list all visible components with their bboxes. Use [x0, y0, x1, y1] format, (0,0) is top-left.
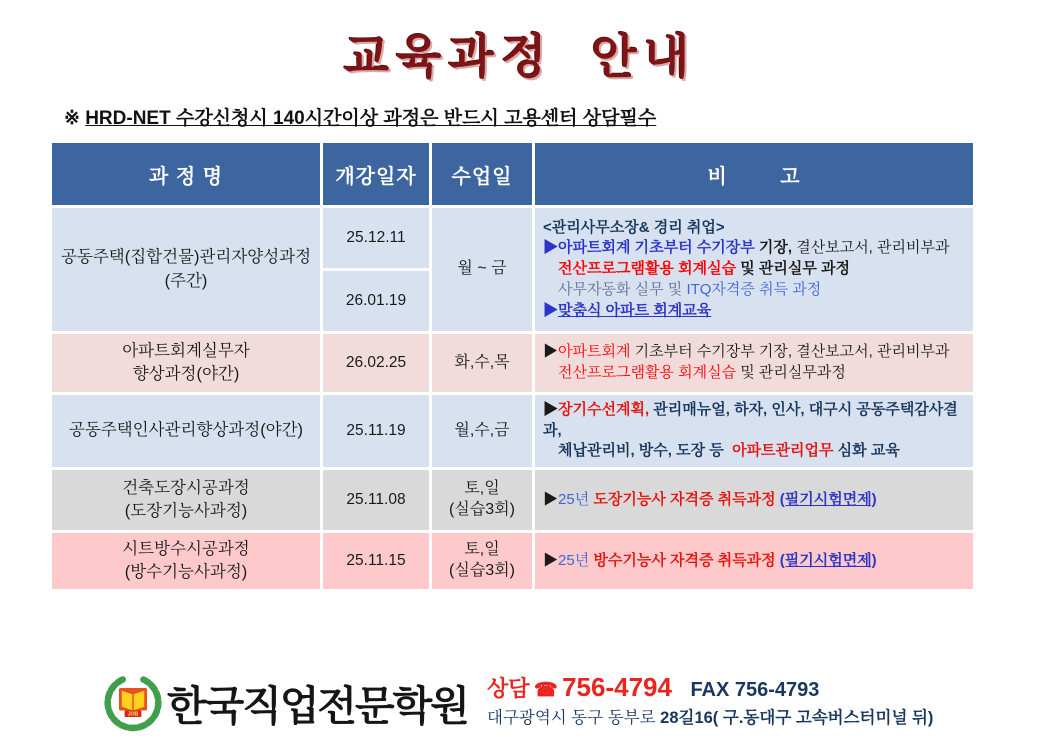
start-date-cell: 25.11.08	[323, 470, 429, 530]
remark-segment: 전산프로그램활용 회계실습	[558, 260, 737, 278]
remark-segment: ▶	[543, 401, 559, 418]
remark-segment: 25년	[558, 490, 594, 508]
remark-segment: 도장기능사 자격증 취득과정	[593, 490, 780, 508]
remark-segment: ITQ자격증 취득 과정	[686, 280, 822, 298]
header-class-days: 수업일	[432, 143, 532, 205]
header-course-name: 과 정 명	[52, 143, 320, 205]
remark-line	[543, 363, 965, 384]
remark-segment: 심화 교육	[833, 442, 900, 460]
remark-segment: 및 관리실무 과정	[736, 260, 850, 278]
table-row	[52, 208, 973, 268]
remark-segment: <관리사무소장& 경리 취업>	[543, 218, 725, 236]
notice-mark: ※	[64, 108, 80, 129]
remark-segment: ▶	[543, 343, 559, 361]
address-post: 구.동대구 고속버스터미널 뒤)	[718, 709, 934, 728]
class-days-cell	[432, 208, 532, 331]
class-days-cell	[432, 334, 532, 392]
course-name-line: (도장기능사과정)	[124, 502, 248, 521]
remark-segment: 아파트회계	[558, 343, 631, 361]
start-date-cell: 25.11.19	[323, 395, 429, 467]
remark-cell	[535, 208, 973, 331]
start-date-cell: 25.11.15	[323, 533, 429, 589]
remark-segment: 장기수선계획,	[558, 401, 650, 418]
remark-segment: 25년	[558, 551, 594, 569]
table-row	[52, 533, 973, 589]
academy-logo	[103, 672, 468, 732]
remark-segment: 아파트관리업무	[732, 442, 834, 460]
notice-line	[64, 103, 1040, 130]
course-name-line: 향상과정(야간)	[132, 365, 240, 383]
remark-line	[543, 218, 965, 239]
remark-line	[543, 490, 965, 511]
remark-segment: (필기시험면제)	[779, 490, 877, 508]
class-days-line: 화,수,목	[454, 353, 510, 371]
remark-segment: ▶	[543, 490, 559, 508]
course-name-line: 공동주택(집합건물)관리자양성과정	[60, 248, 312, 267]
remark-segment: 아파트회계 기초부터 수기장부	[558, 239, 755, 257]
course-name-line: 아파트회계실무자	[122, 341, 250, 360]
remark-line	[543, 280, 965, 301]
address-line	[487, 707, 933, 729]
remark-segment: 맞춤식 아파트 회계교육	[558, 301, 712, 319]
course-table	[49, 140, 976, 592]
remark-segment: 및 관리실무과정	[736, 364, 846, 381]
remark-cell	[535, 470, 973, 530]
remark-segment: 관리매뉴얼, 하자, 인사, 대구시 공동주택감사결과,	[543, 401, 958, 439]
notice-text: HRD-NET 수강신청시 140시간이상 과정은 반드시 고용센터 상담필수	[85, 108, 657, 129]
class-days-line: (실습3회)	[449, 501, 515, 519]
remark-line	[543, 238, 965, 259]
remark-line	[543, 259, 965, 280]
remark-segment: ▶	[543, 301, 559, 319]
course-name-cell	[52, 208, 320, 331]
class-days-cell	[432, 470, 532, 530]
course-table-header	[52, 143, 973, 205]
course-name-cell	[52, 334, 320, 392]
remark-segment: 사무자동화 실무 및	[558, 280, 687, 298]
logo-badge-text: JOB	[127, 711, 139, 718]
remark-line	[543, 342, 965, 363]
address-bold: 28길16(	[660, 709, 719, 728]
academy-logo-icon	[103, 672, 163, 732]
remark-segment: 전산프로그램활용 회계실습	[558, 364, 737, 381]
remark-segment: 체납관리비, 방수, 도장 등	[558, 442, 733, 460]
course-name-cell	[52, 533, 320, 589]
remark-segment: 기초부터 수기장부 기장, 결산보고서, 관리비부과	[630, 343, 950, 361]
table-row	[52, 395, 973, 467]
course-table-body	[52, 208, 973, 589]
contact-phone-line	[487, 670, 933, 705]
course-name-line: 공동주택인사관리향상과정(야간)	[68, 421, 304, 440]
course-name-line: (주간)	[164, 271, 208, 290]
remark-line	[543, 301, 965, 322]
table-row	[52, 334, 973, 392]
header-start-date: 개강일자	[323, 143, 429, 205]
page-title: 교육과정 안내	[343, 30, 697, 83]
remark-segment: ▶	[543, 239, 559, 257]
start-date-cell: 26.02.25	[323, 334, 429, 392]
remark-line	[543, 400, 965, 441]
remark-segment: 방수기능사 자격증 취득과정	[593, 551, 780, 569]
class-days-cell	[432, 533, 532, 589]
phone-number: 756-4794	[562, 672, 672, 702]
course-name-cell	[52, 395, 320, 467]
class-days-line: 토,일	[464, 480, 500, 498]
remark-segment: ▶	[543, 551, 559, 569]
remark-line	[543, 551, 965, 572]
remark-segment: 결산보고서, 관리비부과	[792, 239, 950, 257]
start-date-cell: 25.12.11	[323, 208, 429, 268]
fax-number: FAX 756-4793	[690, 679, 820, 701]
class-days-line: 월 ~ 금	[457, 260, 507, 278]
class-days-line: 토,일	[464, 541, 500, 559]
address-pre: 대구광역시 동구 동부로	[487, 709, 661, 728]
course-name-line: 건축도장시공과정	[122, 478, 250, 497]
contact-block	[487, 670, 933, 729]
academy-name: 한국직업전문학원	[167, 682, 468, 729]
header-remark: 비 고	[535, 143, 973, 205]
start-date-cell: 26.01.19	[323, 271, 429, 331]
class-days-line: (실습3회)	[449, 562, 515, 580]
course-name-line: 시트방수시공과정	[122, 539, 250, 558]
remark-cell	[535, 533, 973, 589]
phone-icon: ☎	[533, 680, 558, 701]
table-row	[52, 470, 973, 530]
course-name-cell	[52, 470, 320, 530]
consult-label: 상담	[487, 676, 530, 701]
course-name-line: (방수기능사과정)	[124, 563, 248, 582]
class-days-line: 월,수,금	[454, 421, 510, 439]
remark-segment: 기장,	[754, 239, 793, 257]
class-days-cell	[432, 395, 532, 467]
remark-segment: (필기시험면제)	[779, 551, 877, 569]
remark-cell	[535, 334, 973, 392]
remark-line	[543, 441, 965, 462]
remark-cell	[535, 395, 973, 467]
